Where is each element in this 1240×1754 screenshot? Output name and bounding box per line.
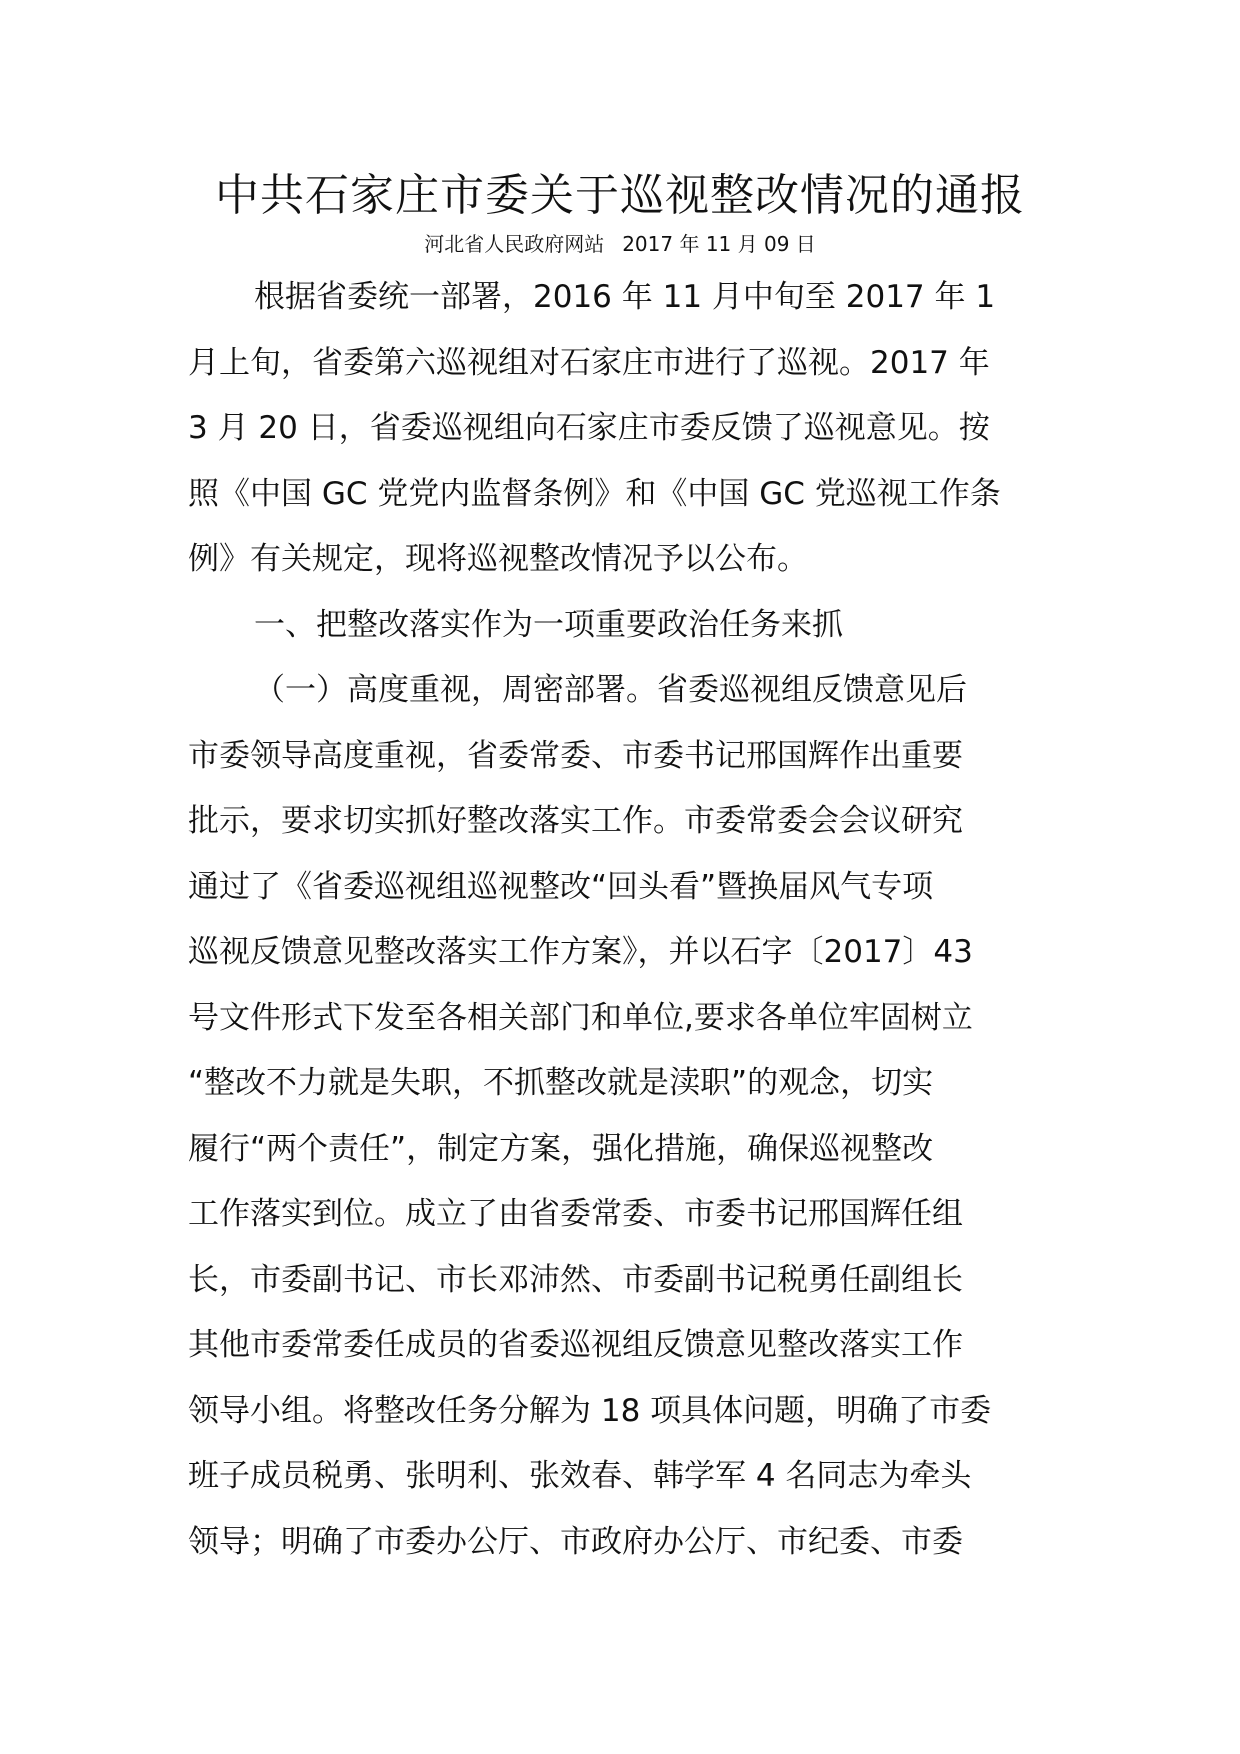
body-line: 市委领导高度重视，省委常委、市委书记邢国辉作出重要 xyxy=(188,737,963,774)
body-line: 长，市委副书记、市长邓沛然、市委副书记税勇任副组长 xyxy=(188,1261,963,1298)
body-line: （一）高度重视，周密部署。省委巡视组反馈意见后 xyxy=(254,672,967,708)
body-text xyxy=(188,265,1056,1575)
body-line: 月上旬，省委第六巡视组对石家庄市进行了巡视。2017 年 xyxy=(188,344,990,381)
body-line: 履行“两个责任”，制定方案，强化措施，确保巡视整改 xyxy=(188,1130,934,1167)
body-line: 巡视反馈意见整改落实工作方案》，并以石字〔2017〕43 xyxy=(188,934,973,970)
body-line: 班子成员税勇、张明利、张效春、韩学军 4 名同志为牵头 xyxy=(188,1458,972,1494)
body-line: 其他市委常委任成员的省委巡视组反馈意见整改落实工作 xyxy=(188,1327,963,1363)
body-line: 根据省委统一部署，2016 年 11 月中旬至 2017 年 1 xyxy=(254,279,996,315)
body-line: 一、把整改落实作为一项重要政治任务来抓 xyxy=(254,606,843,643)
body-line: 例》有关规定，现将巡视整改情况予以公布。 xyxy=(188,541,808,577)
publish-date: 2017 年 11 月 09 日 xyxy=(622,232,816,256)
source-name: 河北省人民政府网站 xyxy=(424,232,605,256)
body-line: 领导小组。将整改任务分解为 18 项具体问题，明确了市委 xyxy=(188,1392,992,1429)
body-line: 批示，要求切实抓好整改落实工作。市委常委会会议研究 xyxy=(188,803,963,839)
body-line: 照《中国 GC 党党内监督条例》和《中国 GC 党巡视工作条 xyxy=(188,475,1001,512)
body-line: 号文件形式下发至各相关部门和单位,要求各单位牢固树立 xyxy=(188,999,973,1036)
document-title: 中共石家庄市委关于巡视整改情况的通报 xyxy=(215,170,1025,221)
body-line: 领导；明确了市委办公厅、市政府办公厅、市纪委、市委 xyxy=(188,1523,963,1560)
body-line: 通过了《省委巡视组巡视整改“回头看”暨换届风气专项 xyxy=(188,868,934,905)
body-line: 3 月 20 日，省委巡视组向石家庄市委反馈了巡视意见。按 xyxy=(188,410,990,446)
body-line: “整改不力就是失职，不抓整改就是渎职”的观念，切实 xyxy=(188,1065,934,1101)
source-line xyxy=(150,230,1090,258)
body-line: 工作落实到位。成立了由省委常委、市委书记邢国辉任组 xyxy=(188,1196,963,1232)
